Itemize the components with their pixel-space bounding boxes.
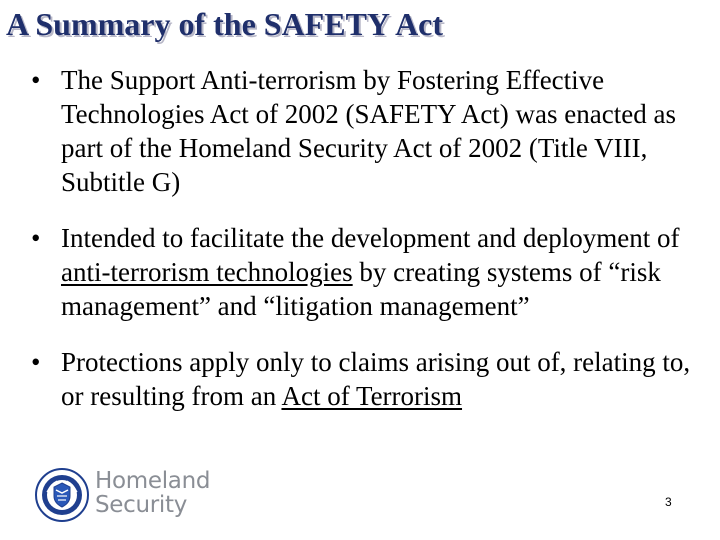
bullet-text-before: Intended to facilitate the development and deployment of <box>61 223 680 253</box>
bullet-marker: • <box>31 223 41 253</box>
dhs-seal-icon <box>35 468 89 522</box>
bullet-item-3 <box>31 345 711 413</box>
logo-wordmark <box>95 469 210 517</box>
bullet-marker: • <box>31 347 41 377</box>
bullet-marker: • <box>31 65 41 95</box>
slide-title: A Summary of the SAFETY Act <box>6 6 444 42</box>
homeland-security-logo <box>35 468 235 524</box>
act-of-terrorism-link[interactable]: Act of Terrorism <box>281 381 463 411</box>
bullet-list <box>31 63 711 413</box>
anti-terrorism-technologies-link[interactable]: anti-terrorism technologies <box>61 257 353 287</box>
logo-word-homeland: Homeland <box>95 468 211 494</box>
bullet-item-1 <box>31 63 711 199</box>
page-number: 3 <box>665 495 672 509</box>
logo-word-security: Security <box>95 492 188 518</box>
bullet-text-after: by creating systems of “risk management” and “litigation management” <box>61 257 661 321</box>
bullet-text: The Support Anti-terrorism by Fostering Effective Technologies Act of 2002 (SAFETY Act) was enacted as part of the Homeland Security Act of 2002 (Title VIII, Subtitle G) <box>61 65 676 197</box>
bullet-item-2 <box>31 221 711 323</box>
bullet-text-before: Protections apply only to claims arising out of, relating to, or resulting from an <box>61 347 691 411</box>
